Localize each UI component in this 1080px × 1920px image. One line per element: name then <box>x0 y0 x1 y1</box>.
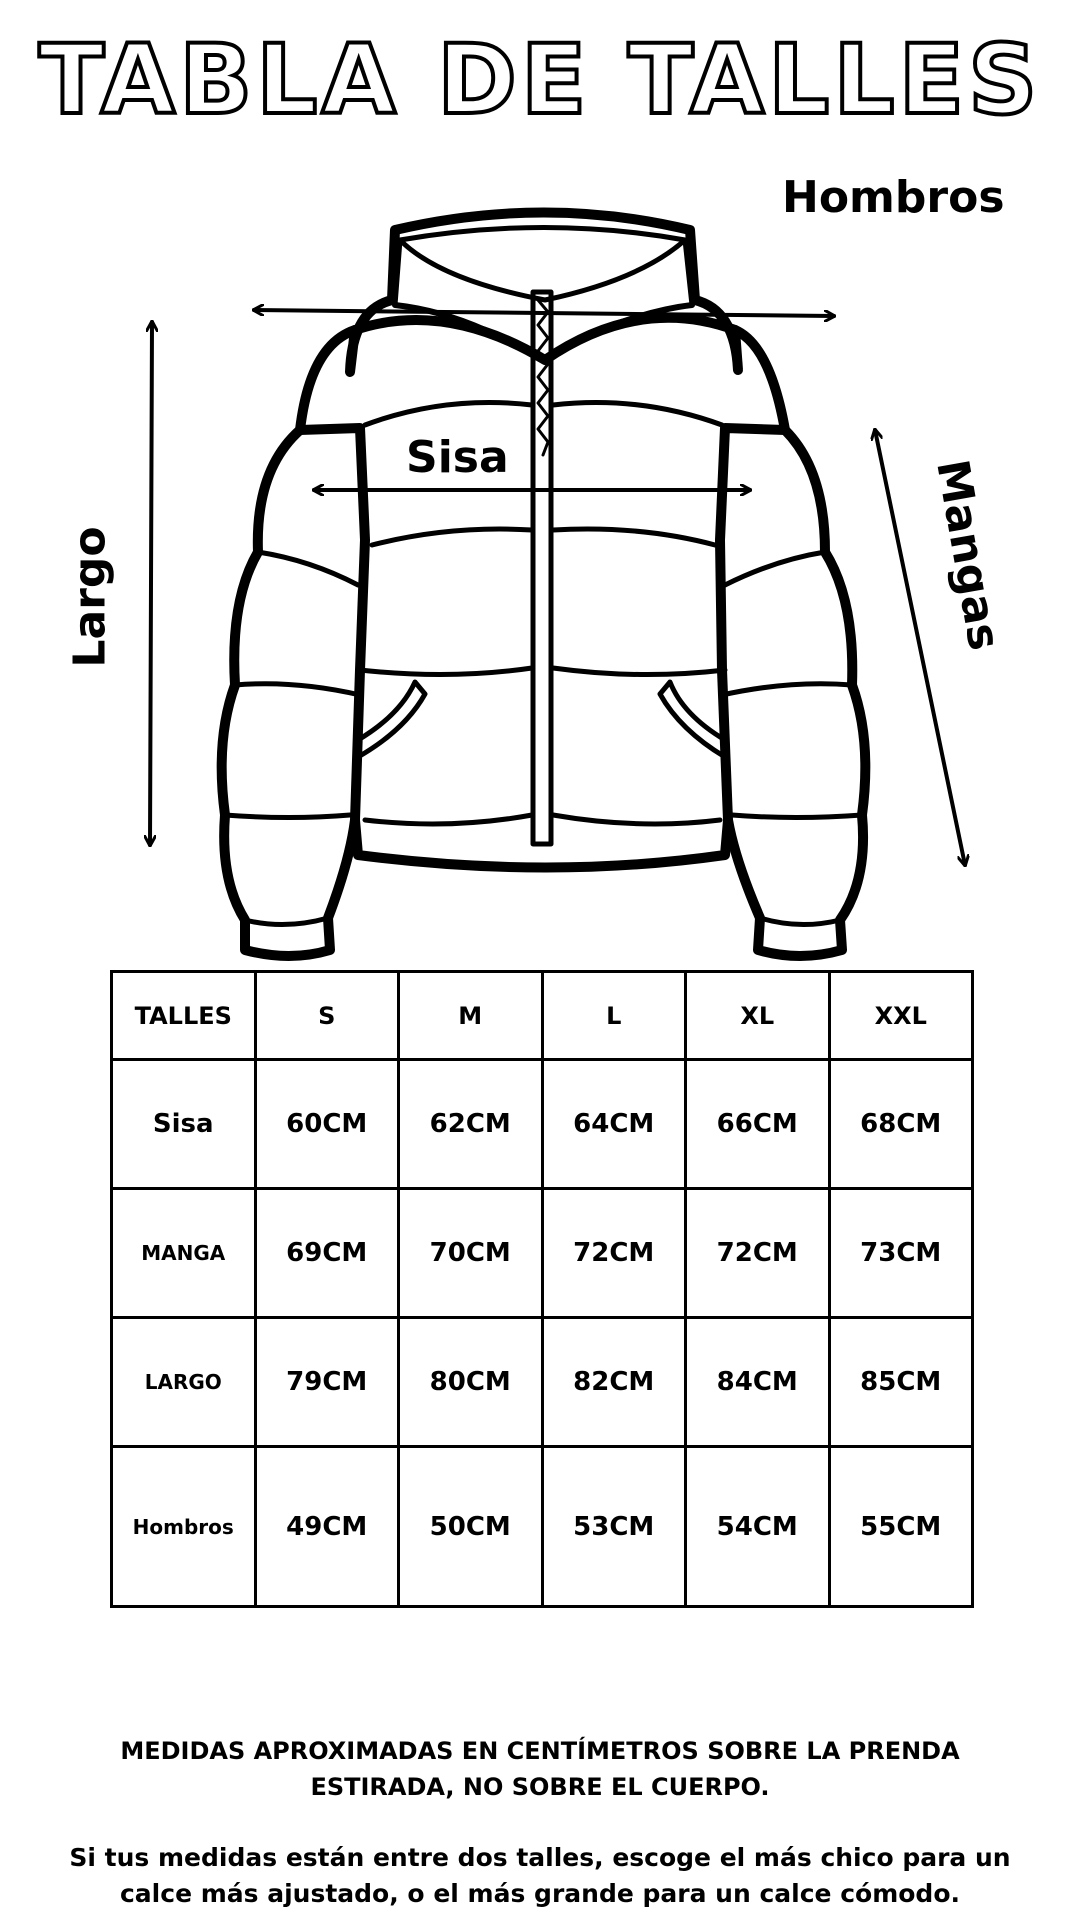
table-cell: 72CM <box>686 1189 830 1318</box>
table-cell: 73CM <box>829 1189 973 1318</box>
header-cell: XXL <box>829 972 973 1060</box>
table-cell: 64CM <box>542 1060 686 1189</box>
length-label: Largo <box>64 526 116 668</box>
size-table <box>110 970 974 1608</box>
size-table-header <box>112 972 973 1060</box>
left-sleeve <box>222 430 355 956</box>
table-cell: 72CM <box>542 1189 686 1318</box>
header-cell: XL <box>686 972 830 1060</box>
header-cell: S <box>255 972 399 1060</box>
row-label: Hombros <box>112 1447 256 1607</box>
row-label: MANGA <box>112 1189 256 1318</box>
page-title: TABLA DE TALLES <box>38 24 1042 136</box>
table-cell: 70CM <box>399 1189 543 1318</box>
table-cell: 55CM <box>829 1447 973 1607</box>
table-cell: 82CM <box>542 1318 686 1447</box>
right-sleeve <box>728 430 865 956</box>
row-label: Sisa <box>112 1060 256 1189</box>
hood-inner <box>400 228 685 301</box>
header-cell: M <box>399 972 543 1060</box>
table-cell: 69CM <box>255 1189 399 1318</box>
table-cell: 62CM <box>399 1060 543 1189</box>
table-cell: 84CM <box>686 1318 830 1447</box>
table-cell: 66CM <box>686 1060 830 1189</box>
table-cell: 68CM <box>829 1060 973 1189</box>
table-cell: 60CM <box>255 1060 399 1189</box>
armhole-label: Sisa <box>406 432 509 483</box>
table-row <box>112 1060 973 1189</box>
right-pocket <box>660 682 725 757</box>
shoulders-label: Hombros <box>782 172 1005 223</box>
table-cell: 79CM <box>255 1318 399 1447</box>
table-cell: 54CM <box>686 1447 830 1607</box>
table-cell: 53CM <box>542 1447 686 1607</box>
header-cell: L <box>542 972 686 1060</box>
table-cell: 50CM <box>399 1447 543 1607</box>
table-cell: 49CM <box>255 1447 399 1607</box>
table-cell: 80CM <box>399 1318 543 1447</box>
sizing-advice <box>0 1840 1080 1912</box>
header-cell: TALLES <box>112 972 256 1060</box>
length-arrow <box>150 322 152 845</box>
table-row <box>112 1447 973 1607</box>
table-row <box>112 1189 973 1318</box>
table-row <box>112 1318 973 1447</box>
zipper <box>533 292 551 844</box>
measurement-note <box>0 1733 1080 1805</box>
measurement-note-line: ESTIRADA, NO SOBRE EL CUERPO. <box>310 1773 770 1801</box>
sizing-advice-line: Si tus medidas están entre dos talles, escoge el más chico para un <box>69 1843 1011 1872</box>
sleeves-label: Mangas <box>926 455 1010 655</box>
table-cell: 85CM <box>829 1318 973 1447</box>
left-pocket <box>358 682 425 757</box>
sizing-advice-line: calce más ajustado, o el más grande para un calce cómodo. <box>119 1879 960 1908</box>
row-label: LARGO <box>112 1318 256 1447</box>
measurement-note-line: MEDIDAS APROXIMADAS EN CENTÍMETROS SOBRE LA PRENDA <box>120 1737 960 1765</box>
